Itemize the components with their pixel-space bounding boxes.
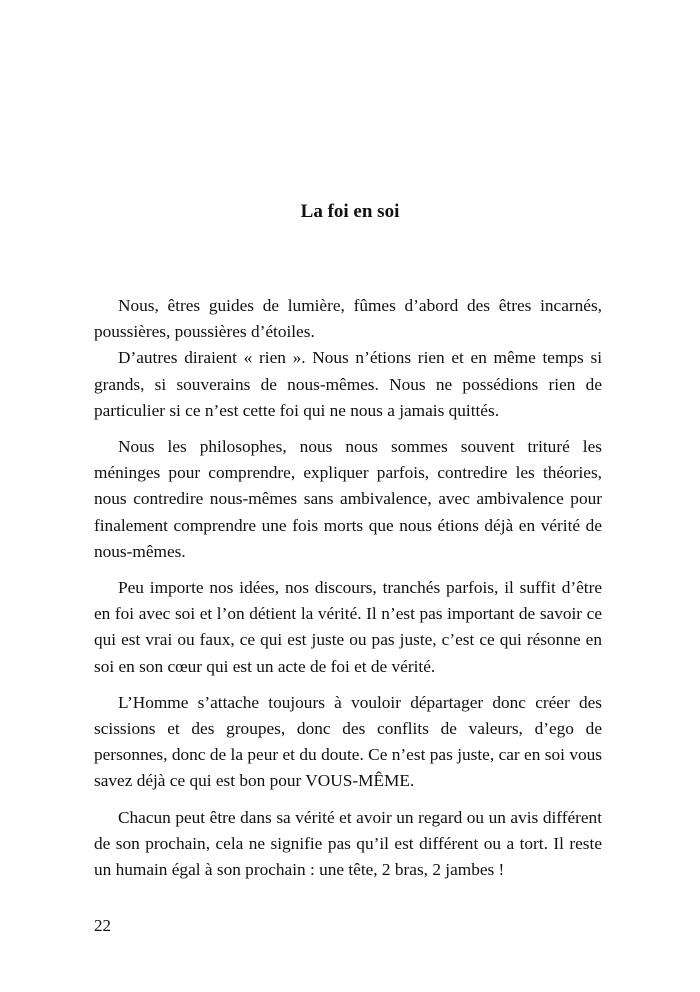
chapter-title: La foi en soi bbox=[300, 201, 400, 222]
paragraph: L’Homme s’attache toujours à vouloir départager donc créer des scissions et des groupes, donc des conflits de valeurs, d’ego de personnes, donc de la peur et du doute. Ce n’est pas juste, car en soi vous savez déjà ce qui est bon pour VOUS-MÊME. bbox=[94, 692, 602, 791]
paragraph: D’autres diraient « rien ». Nous n’étions rien et en même temps si grands, si souverains de nous-mêmes. Nous ne possédions rien de particulier si ce n’est cette foi qui ne nous a jamais quittés. bbox=[94, 348, 602, 420]
paragraph: Peu importe nos idées, nos discours, tranchés parfois, il suffit d’être en foi avec soi et l’on détient la vérité. Il n’est pas important de savoir ce qui est vrai ou faux, ce qui est juste ou pas juste, c’est ce qui résonne en soi en son cœur qui est un acte de foi et de vérité. bbox=[94, 578, 602, 676]
chapter-body bbox=[94, 293, 602, 883]
paragraph: Nous les philosophes, nous nous sommes souvent trituré les méninges pour comprendre, expliquer parfois, contredire les théories, nous contredire nous-mêmes sans ambivalence, avec ambivalence pour finalement comprendre une fois morts que nous étions déjà en vérité de nous-mêmes. bbox=[94, 437, 602, 561]
paragraph: Nous, êtres guides de lumière, fûmes d’abord des êtres incarnés, poussières, poussières d’étoiles. bbox=[94, 296, 602, 342]
paragraph: Chacun peut être dans sa vérité et avoir un regard ou un avis différent de son prochain, cela ne signifie pas qu’il est différent ou a tort. Il reste un humain égal à son prochain : une tête, 2 bras, 2 jambes ! bbox=[94, 807, 602, 880]
page-number: 22 bbox=[94, 916, 111, 935]
